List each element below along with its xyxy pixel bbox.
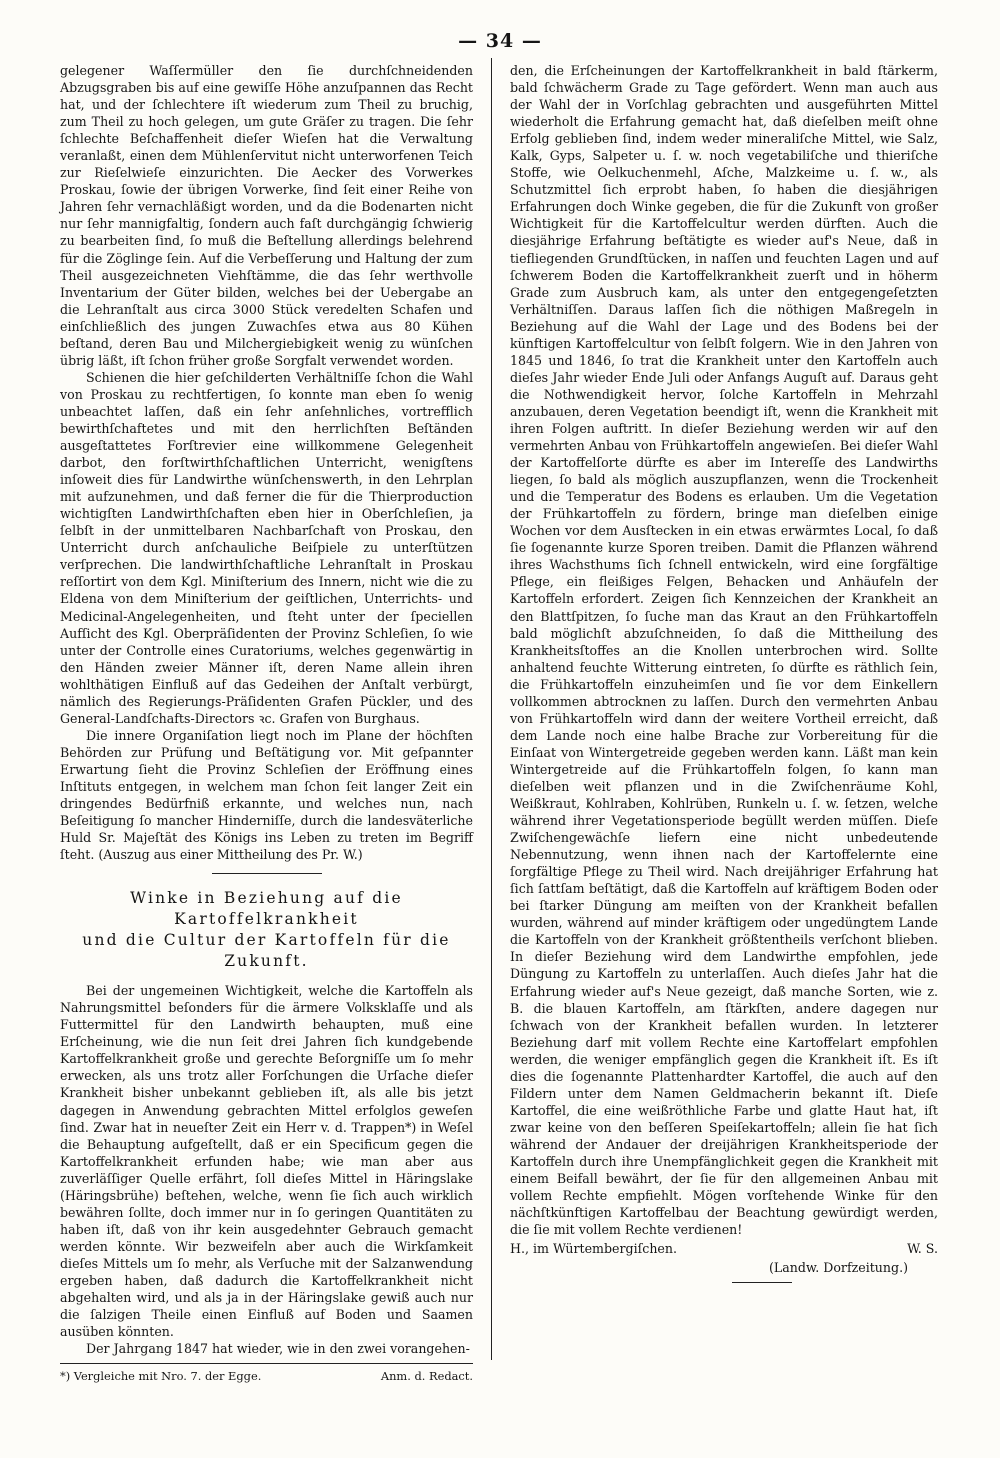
article-heading-line: Winke in Beziehung auf die Kartoffelkrankheit [130,889,403,929]
footnote [60,1369,473,1384]
paragraph: Die innere Organiſation liegt noch im Plane der höchſten Behörden zur Prüfung und Beſtätigung vor. Mit geſpannter Erwartung ſieht die Provinz Schleſien der Eröffnung eines Inſtituts entgegen, in welchem man ſchon ſeit langer Zeit ein dringendes Bedürfniß erkannte, und welches nun, nach Beſeitigung ſo mancher Hinderniſſe, durch die landesväterliche Huld Sr. Majeſtät des Königs ins Leben zu treten im Begriff ſteht. (Auszug aus einer Mittheilung des Pr. W.) [60,727,473,863]
right-column [510,62,938,1283]
paragraph: Bei der ungemeinen Wichtigkeit, welche die Kartoffeln als Nahrungsmittel beſonders für die ärmere Volksklaſſe und als Futtermittel für den Landwirth behaupten, muß eine Erſcheinung, wie die nun ſeit drei Jahren ſich kundgebende Kartoffelkrankheit große und gerechte Beſorgniſſe um ſo mehr erwecken, als uns trotz aller Forſchungen die Urſache dieſer Krankheit bisher unbekannt geblieben iſt, als alle bis jetzt dagegen in Anwendung gebrachten Mittel erfolglos geweſen ſind. Zwar hat in neueſter Zeit ein Herr v. d. Trappen*) in Weſel die Behauptung aufgeſtellt, daß er ein Specificum gegen die Kartoffelkrankheit erfunden habe; wie man aber aus zuverläſſiger Quelle erfährt, ſoll dieſes Mittel in Häringslake (Häringsbrühe) beſtehen, welche, wenn ſie ſich auch wirklich bewähren ſollte, doch immer nur in ſo geringen Quantitäten zu haben iſt, daß von ihr kein ausgedehnter Gebrauch gemacht werden könnte. Wir bezweifeln aber auch die Wirkſamkeit dieſes Mittels um ſo mehr, als Verſuche mit der Salzanwendung ergeben haben, daß dadurch die Kartoffelkrankheit nicht abgehalten wird, und als ja in der Häringslake gewiß auch nur die ſalzigen Theile einen Einfluß auf Boden und Saamen ausüben könnten. [60,983,473,1340]
section-divider [212,873,322,874]
article-heading [60,888,473,972]
left-column [60,62,473,1384]
end-divider [732,1282,792,1283]
page-number: — 34 — [458,30,542,52]
article-heading-line: und die Cultur der Kartoffeln für die Zukunft. [82,931,451,971]
paragraph: Der Jahrgang 1847 hat wieder, wie in den zwei vorangehen- [86,1341,470,1357]
footnote-note: Anm. d. Redact. [380,1369,473,1384]
footnote-text: *) Vergleiche mit Nro. 7. der Egge. [60,1369,262,1384]
signature-initials: W. S. [907,1241,938,1257]
column-divider [491,58,492,1360]
paragraph: gelegener Waſſermüller den ſie durchſchneidenden Abzugsgraben bis auf eine gewiſſe Höhe anzuſpannen das Recht hat, und der ſchlechtere iſt wiederum zum Theil zu bruchig, zum Theil zu hoch gelegen, um gute Gräſer zu tragen. Die ſehr ſchlechte Beſchaffenheit dieſer Wieſen hat die Verwaltung veranlaßt, einen dem Mühlenſervitut nicht unterworfenen Teich zur Rieſelwieſe einzurichten. Die Aecker des Vorwerkes Proskau, ſowie der übrigen Vorwerke, ſind ſeit einer Reihe von Jahren ſehr vernachläßigt worden, und da die Bodenarten nicht nur ſehr mannigfaltig, ſondern auch faſt durchgängig ſchwierig zu bearbeiten ſind, ſo muß die Beſtellung allerdings belehrend für die Zöglinge ſein. Auf die Verbeſſerung und Haltung der zum Theil ausgezeichneten Viehſtämme, die das ſehr werthvolle Inventarium der Güter bilden, welches bei der Uebergabe an die Lehranſtalt aus circa 3000 Stück veredelten Schafen und einſchließlich des jungen Zuwachſes etwa aus 80 Kühen beſtand, deren Bau und Milchergiebigkeit wenig zu wünſchen übrig läßt, iſt ſchon früher große Sorgfalt verwendet worden. [60,63,473,368]
signature-line [510,1240,938,1257]
footnote-divider [60,1363,473,1364]
paragraph: den, die Erſcheinungen der Kartoffelkrankheit in bald ſtärkerm, bald ſchwächerm Grade zu Tage gefördert. Wenn man auch aus der Wahl der in Vorſchlag gebrachten und ausgeführten Mittel wiederholt die Erfahrung gemacht hat, daß dieſelben meiſt ohne Erfolg geblieben ſind, indem weder mineraliſche Mittel, wie Salz, Kalk, Gyps, Salpeter u. ſ. w. noch vegetabiliſche und thieriſche Stoffe, wie Oelkuchenmehl, Aſche, Malzkeime u. ſ. w., als Schutzmittel ſich erprobt haben, ſo haben die diesjährigen Erfahrungen doch Winke gegeben, die für die Zukunft von großer Wichtigkeit für die Kartoffelcultur werden dürften. Auch die diesjährige Erfahrung beſtätigte es wieder auf's Neue, daß in tiefliegenden Grundſtücken, in naſſen und feuchten Lagen und auf ſchwerem Boden die Kartoffelkrankheit zuerſt und in höherm Grade zum Ausbruch kam, als unter den entgegengeſetzten Verhältniſſen. Daraus laſſen ſich die nöthigen Maßregeln in Beziehung auf die Wahl der Lage und des Bodens bei der künftigen Kartoffelcultur von ſelbſt folgern. Wie in den Jahren von 1845 und 1846, ſo trat die Krankheit unter den Kartoffeln auch dieſes Jahr wieder Ende Juli oder Anfangs Auguſt auf. Daraus geht die Nothwendigkeit hervor, ſolche Kartoffeln in Mehrzahl anzubauen, deren Vegetation beendigt iſt, wenn die Krankheit mit ihren Folgen auftritt. In dieſer Beziehung werden wir auf den vermehrten Anbau von Frühkartoffeln angewieſen. Bei dieſer Wahl der Kartoffelſorte dürfte es aber im Intereſſe des Landwirths liegen, ſo bald als möglich auszupflanzen, wenn die Trockenheit und die Temperatur des Bodens es erlauben. Um die Vegetation der Frühkartoffeln zu fördern, bringe man dieſelben einige Wochen vor dem Ausſtecken in ein etwas erwärmtes Local, ſo daß ſie ſogenannte kurze Sporen treiben. Damit die Pflanzen während ihres Wachsthums ſich ſchnell entwickeln, wird eine ſorgfältige Pflege, ein fleißiges Felgen, Behacken und Anhäufeln der Kartoffeln erfordert. Zeigen ſich Kennzeichen der Krankheit an den Blattſpitzen, ſo ſuche man das Kraut an den Frühkartoffeln bald möglichſt abzuſchneiden, ſo daß die Mittheilung des Krankheitsſtoffes an die Knollen unterbrochen wird. Sollte anhaltend feuchte Witterung eintreten, ſo dürfte es räthlich ſein, die Frühkartoffeln einzuheimſen und ſie vor dem Einkellern vollkommen abtrocknen zu laſſen. Durch den vermehrten Anbau von Frühkartoffeln wird dann der weitere Vortheil erreicht, daß dem Lande noch eine halbe Brache zur Vorbereitung für die Einſaat von Wintergetreide gegeben werden kann. Läßt man kein Wintergetreide auf die Frühkartoffeln folgen, ſo kann man dieſelben weit pflanzen und in die Zwiſchenräume Kohl, Weißkraut, Kohlraben, Kohlrüben, Runkeln u. ſ. w. ſetzen, welche während ihrer Vegetationsperiode begüllt werden müſſen. Dieſe Zwiſchengewächſe liefern eine nicht unbedeutende Nebennutzung, wenn ihnen nach der Kartoffelernte eine ſorgfältige Pflege zu Theil wird. Nach dreijähriger Erfahrung hat ſich ſattſam beſtätigt, daß die Kartoffeln auf kräftigem Boden oder bei ſtarker Düngung am meiſten von der Krankheit befallen wurden, während auf minder kräftigem oder ungedüngtem Lande die Kartoffeln von der Krankheit größtentheils verſchont blieben. In dieſer Beziehung wird dem Landwirthe empfohlen, jede Düngung zu Kartoffeln zu unterlaſſen. Auch dieſes Jahr hat die Erfahrung wieder auf's Neue gezeigt, daß manche Sorten, wie z. B. die blauen Kartoffeln, am ſtärkſten, andere dagegen nur ſchwach von der Krankheit befallen wurden. In letzterer Beziehung darf mit vollem Rechte eine Kartoffelart empfohlen werden, die weniger empfänglich gegen die Krankheit iſt. Es iſt dies die ſogenannte Plattenhardter Kartoffel, die auch auf den Fildern unter dem Namen Geldmacherin bekannt iſt. Dieſe Kartoffel, die eine weißröthliche Farbe und glatte Haut hat, iſt zwar keine von den beſſeren Speiſekartoffeln; allein ſie hat ſich während der Andauer der dreijährigen Krankheitsperiode der Kartoffeln durch ihre Unempfänglichkeit gegen die Krankheit mit einem Beifall bewährt, der ſie für den allgemeinen Anbau mit vollem Rechte empfiehlt. Mögen vorſtehende Winke für den nächſtkünftigen Kartoffelbau der Beachtung gewürdigt werden, die ſie mit vollem Rechte verdienen! [510,63,938,1238]
paragraph: Schienen die hier geſchilderten Verhältniſſe ſchon die Wahl von Proskau zu rechtfertigen, ſo konnte man eben ſo wenig unbeachtet laſſen, daß ein ſehr anſehnliches, vortrefflich bewirthſchaftetes und mit den herrlichſten Beſtänden ausgeſtattetes Forſtrevier eine willkommene Gelegenheit darbot, den forſtwirthſchaftlichen Unterricht, wenigſtens inſoweit dies für Landwirthe wünſchenswerth, in den Lehrplan mit aufzunehmen, und daß ferner die für die Thierproduction wichtigſten Landwirthſchaften eben hier in Oberſchleſien, ja ſelbſt in der unmittelbaren Nachbarſchaft von Proskau, den Unterricht durch anſchauliche Beiſpiele zu unterſtützen verſprechen. Die landwirthſchaftliche Lehranſtalt in Proskau reſſortirt von dem Kgl. Miniſterium des Innern, nicht wie die zu Eldena von dem Miniſterium der geiſtlichen, Unterrichts- und Medicinal-Angelegenheiten, und ſteht unter der ſpeciellen Aufſicht des Kgl. Oberpräſidenten der Provinz Schleſien, ſo wie unter der Controlle eines Curatoriums, welches gegenwärtig in den Händen zweier Männer iſt, deren Name allein ihren wohlthätigen Einfluß auf das Gedeihen der Anſtalt verbürgt, nämlich des Regierungs-Präſidenten Grafen Pückler, und des General-Landſchafts-Directors ꝛc. Grafen von Burghaus. [60,369,473,726]
source-citation: (Landw. Dorfzeitung.) [769,1260,908,1276]
signature-place: H., im Würtembergiſchen. [510,1241,678,1257]
